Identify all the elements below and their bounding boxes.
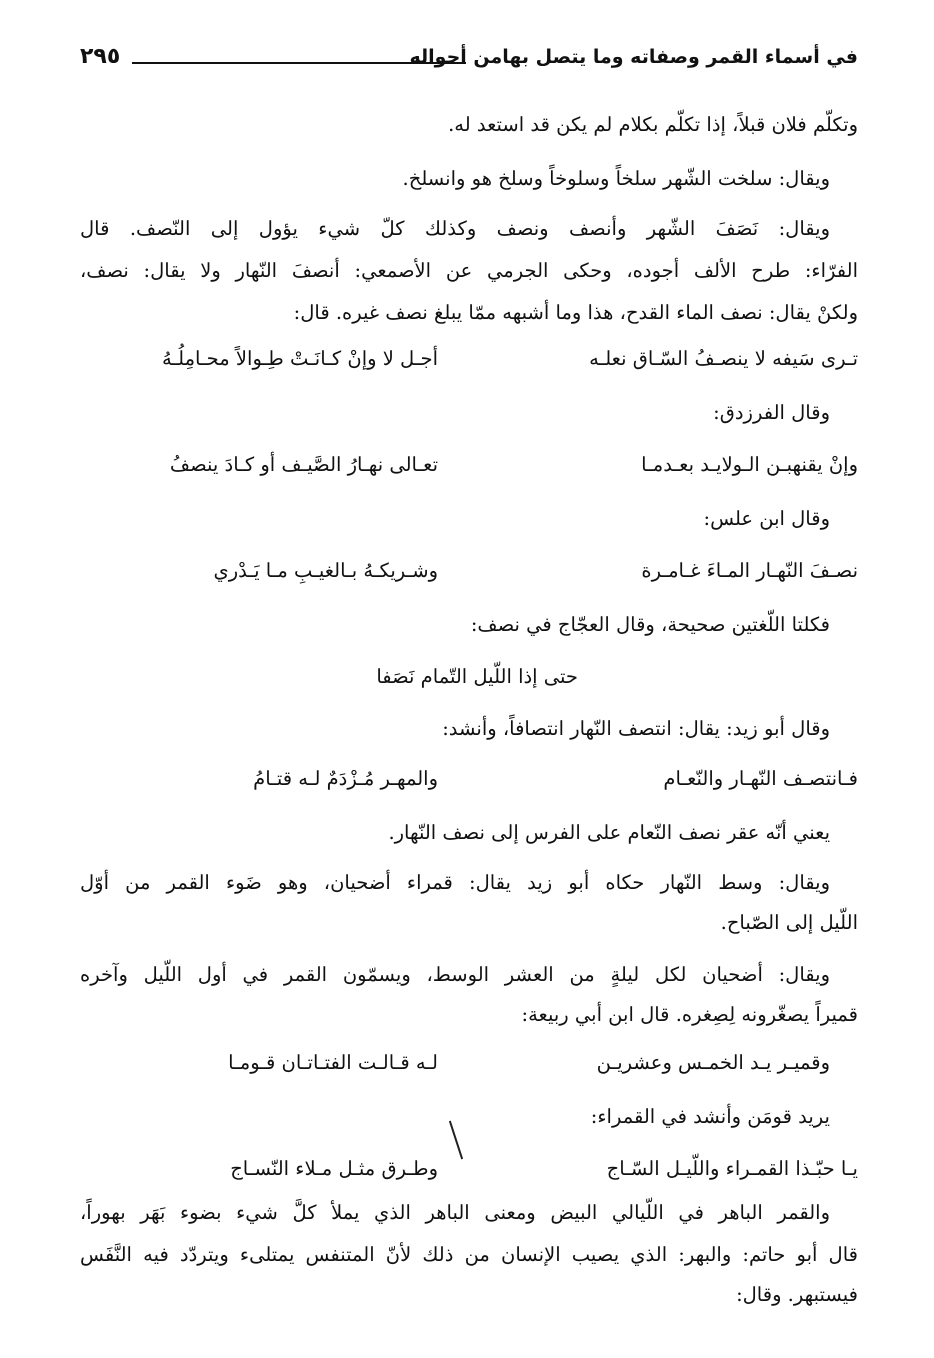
verse-hemistich-left: أجـل لا وإنْ كـانَـتْ طِـوالاً محـامِلُـهُ — [161, 347, 438, 370]
chapter-title: في أسماء القمر وصفاته وما يتصل بهامن أحواله — [409, 46, 858, 68]
verse-hemistich-right: فـانتصـف النّهـار والنّعـام — [663, 767, 858, 790]
text-line: وقال ابن علس: — [703, 507, 830, 530]
text-line: وتكلّم فلان قبلاً، إذا تكلّم بكلام لم يكن قد استعد له. — [448, 113, 858, 136]
text-line: يعني أنّه عقر نصف النّعام على الفرس إلى نصف النّهار. — [388, 821, 830, 844]
verse-hemistich-left: لـه قـالـت الفتـاتـان قـومـا — [228, 1051, 438, 1074]
text-line: ويقال: وسط النّهار حكاه أبو زيد يقال: قمراء أضحيان، وهو ضَوء القمر من أوّل — [80, 871, 830, 894]
verse-hemistich-right: وإنْ يقنهبـن الـولايـد بعـدمـا — [641, 453, 858, 476]
verse-hemistich-left: وطـرق مثـل مـلاء النّسـاج — [230, 1157, 438, 1180]
verse-hemistich-left: تعـالى نهـارُ الصَّيـف أو كـادَ ينصفُ — [169, 453, 438, 476]
verse-hemistich-left: وشـريكـهُ بـالغيـبِ مـا يَـدْري — [213, 559, 438, 582]
verse-hemistich-right: يـا حبّـذا القمـراء واللّيـل السّـاج — [606, 1157, 858, 1180]
text-line: والقمر الباهر في اللّيالي البيض ومعنى الباهر الذي يملأ كلَّ شيء بضوء بَهَر بهوراً، — [80, 1201, 830, 1224]
verse-rajaz-line: حتى إذا اللّيل التّمام نَصَفا — [376, 665, 578, 688]
text-line: الفرّاء: طرح الألف أجوده، وحكى الجرمي عن الأصمعي: أنصفَ النّهار ولا يقال: نصف، — [80, 259, 858, 282]
page-number: ٢٩٥ — [80, 44, 121, 69]
text-line: يريد قومَن وأنشد في القمراء: — [590, 1105, 830, 1128]
text-line: وقال أبو زيد: يقال: انتصف النّهار انتصافاً، وأنشد: — [442, 717, 830, 740]
text-line: اللّيل إلى الصّباح. — [720, 911, 858, 934]
text-line: وقال الفرزدق: — [713, 401, 830, 424]
text-line: قال أبو حاتم: والبهر: الذي يصيب الإنسان من ذلك لأنّ المتنفس يمتلىء ويتردّد فيه النَّفَس — [80, 1243, 858, 1266]
text-line: ولكنْ يقال: نصف الماء القدح، هذا وما أشبهه ممّا يبلغ نصف غيره. قال: — [293, 301, 858, 324]
verse-hemistich-right: وقميـر يـد الخمـس وعشريـن — [596, 1051, 830, 1074]
page-body — [80, 0, 858, 1358]
text-line: ويقال: سلخت الشّهر سلخاً وسلوخاً وسلخ هو وانسلخ. — [402, 167, 830, 190]
text-line: ويقال: نَصَفَ الشّهر وأنصف ونصف وكذلك كلّ شيء يؤول إلى النّصف. قال — [80, 217, 830, 240]
text-line: فكلتا اللّغتين صحيحة، وقال العجّاج في نصف: — [470, 613, 830, 636]
verse-hemistich-right: نصـفَ النّهـار المـاءَ غـامـرة — [641, 559, 858, 582]
verse-hemistich-left: والمهـر مُـزْدَمٌ لـه قتـامُ — [253, 767, 438, 790]
verse-hemistich-right: تـرى سَيفه لا ينصـفُ السّـاق نعلـه — [589, 347, 858, 370]
text-line: ويقال: أضحيان لكل ليلةٍ من العشر الوسط، ويسمّون القمر في أول اللّيل وآخره — [80, 963, 830, 986]
text-line: فيستبهر. وقال: — [736, 1283, 858, 1306]
text-line: قميراً يصغّرونه لِصِغره. قال ابن أبي ربيعة: — [521, 1003, 858, 1026]
